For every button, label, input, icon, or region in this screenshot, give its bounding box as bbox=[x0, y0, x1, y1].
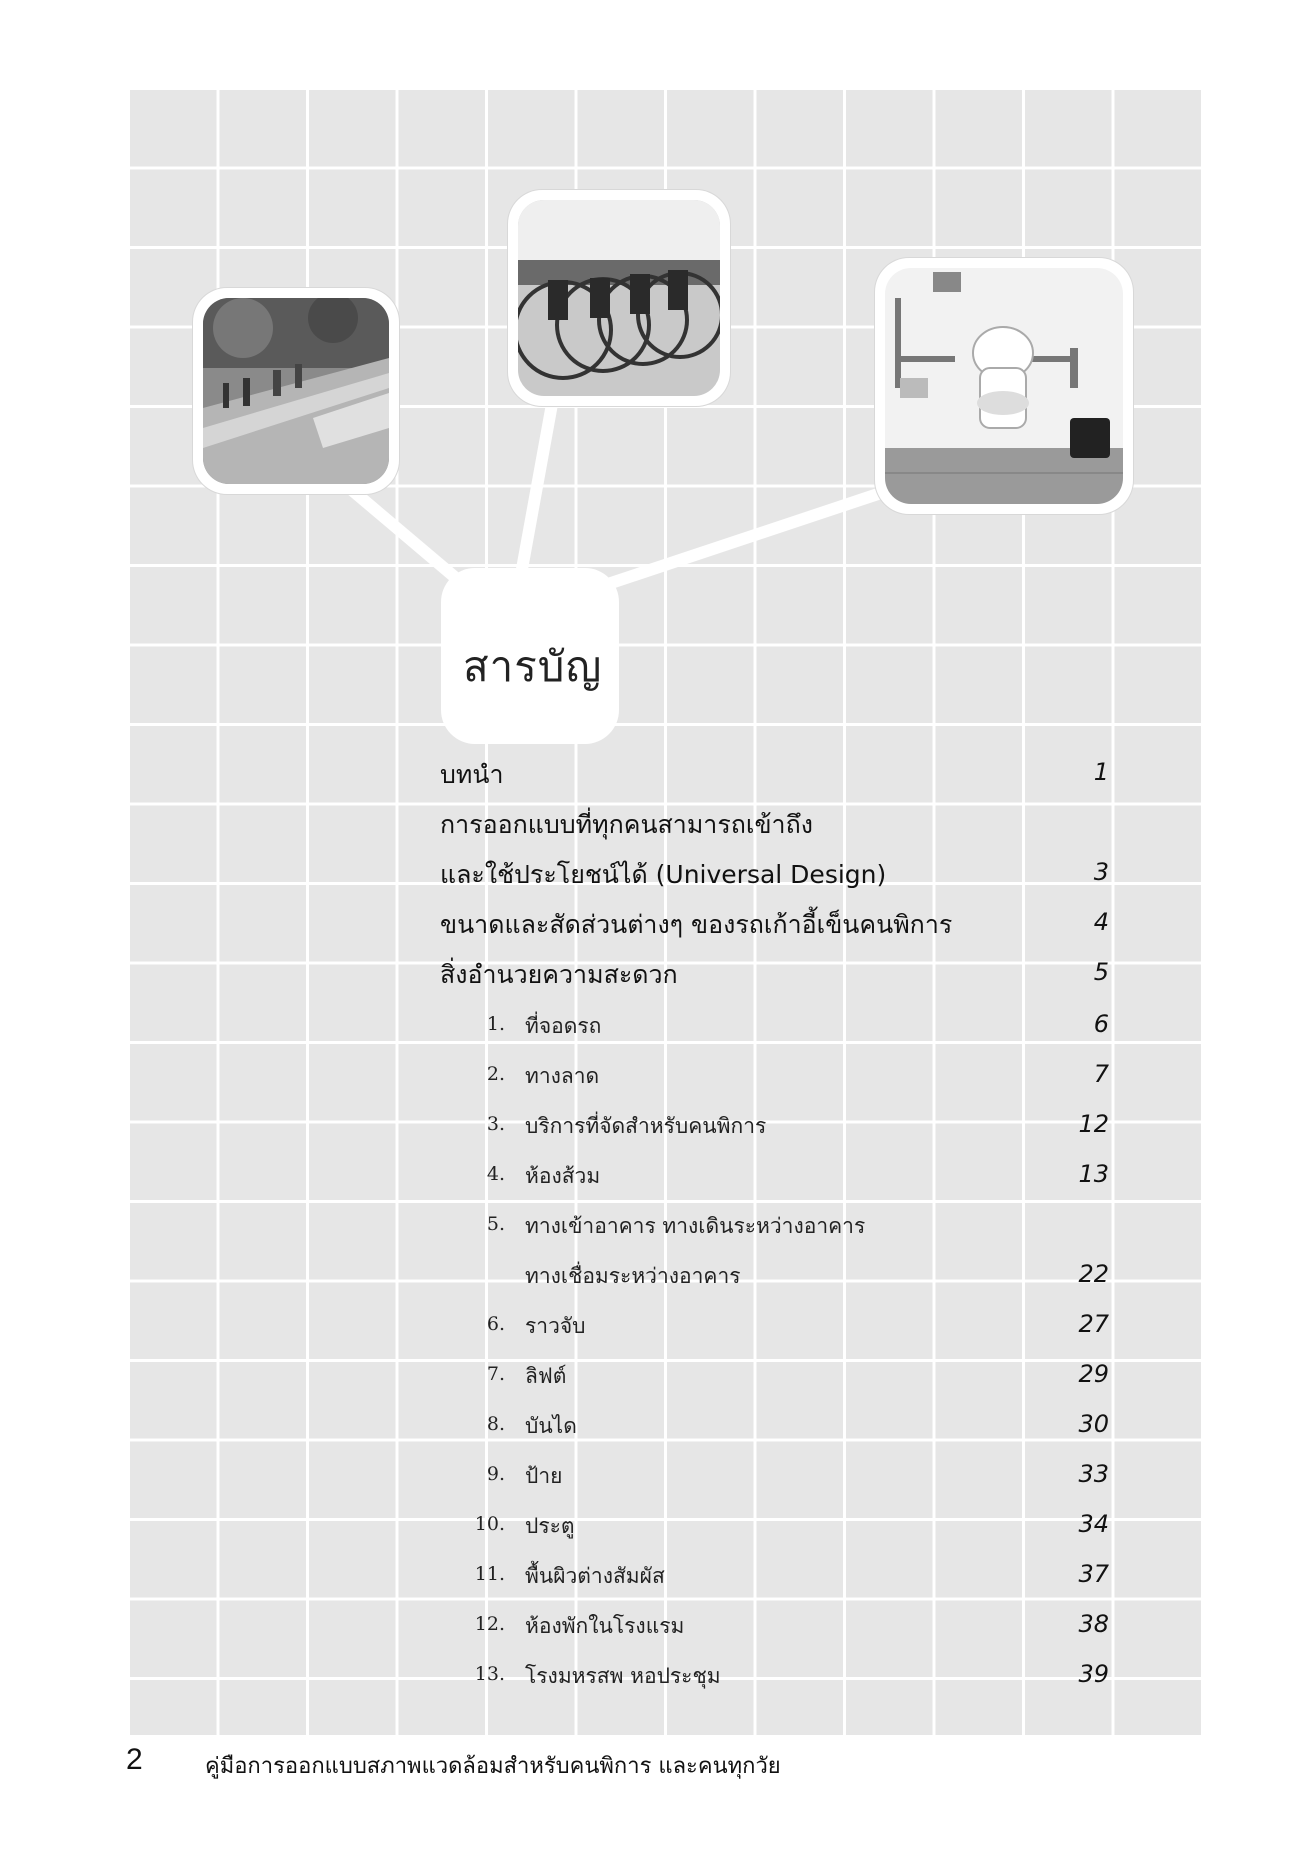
toc-entry-facilities[interactable]: สิ่งอำนวยความสะดวก bbox=[440, 960, 678, 989]
toc-sub-item-theater[interactable]: โรงมหรสพ หอประชุม bbox=[525, 1664, 721, 1688]
toc-sub-item-restroom[interactable]: ห้องส้วม bbox=[525, 1164, 601, 1188]
sub-item-number: 2. bbox=[486, 1063, 505, 1085]
toc-page-wheelchair-dimensions: 4 bbox=[1093, 908, 1109, 936]
toc-sub-item-signs[interactable]: ป้าย bbox=[525, 1464, 563, 1488]
toc-sub-page: 12 bbox=[1078, 1110, 1109, 1138]
toc-page-universal-design: 3 bbox=[1093, 858, 1109, 886]
sub-item-number: 5. bbox=[486, 1213, 505, 1235]
toc-sub-page: 29 bbox=[1078, 1360, 1109, 1388]
sub-item-number: 10. bbox=[474, 1513, 505, 1535]
sub-item-number: 11. bbox=[474, 1563, 505, 1585]
sub-item-number: 3. bbox=[486, 1113, 505, 1135]
toc-sub-item-entrance[interactable]: ทางเข้าอาคาร ทางเดินระหว่างอาคาร bbox=[525, 1214, 866, 1238]
sub-item-number: 8. bbox=[486, 1413, 505, 1435]
toc-sub-item-parking[interactable]: ที่จอดรถ bbox=[525, 1014, 602, 1038]
page-title: สารบัญ bbox=[463, 642, 603, 691]
toc-sub-page: 39 bbox=[1078, 1660, 1109, 1688]
toc-sub-item-doors[interactable]: ประตู bbox=[525, 1514, 575, 1538]
sub-item-number: 13. bbox=[474, 1663, 505, 1685]
toc-sub-item-elevator[interactable]: ลิฟต์ bbox=[525, 1364, 567, 1388]
toc-entry-universal-design-1[interactable]: การออกแบบที่ทุกคนสามารถเข้าถึง bbox=[440, 810, 813, 839]
toc-sub-item-services[interactable]: บริการที่จัดสำหรับคนพิการ bbox=[525, 1114, 767, 1138]
toc-sub-page: 27 bbox=[1078, 1310, 1109, 1338]
ramp-photo bbox=[193, 288, 399, 494]
toc-sub-page: 34 bbox=[1078, 1510, 1109, 1538]
toc-sub-item-connector[interactable]: ทางเชื่อมระหว่างอาคาร bbox=[525, 1264, 741, 1288]
toc-sub-page: 30 bbox=[1078, 1410, 1109, 1438]
toc-sub-page: 38 bbox=[1078, 1610, 1109, 1638]
toc-sub-page: 6 bbox=[1093, 1010, 1109, 1038]
toc-sub-item-handrail[interactable]: ราวจับ bbox=[525, 1314, 586, 1338]
toc-page-intro: 1 bbox=[1093, 758, 1109, 786]
toc-entry-universal-design-2[interactable]: และใช้ประโยชน์ได้ (Universal Design) bbox=[440, 860, 887, 889]
toc-entry-intro[interactable]: บทนำ bbox=[440, 760, 504, 789]
sub-item-number: 7. bbox=[486, 1363, 505, 1385]
toc-sub-item-hotel-room[interactable]: ห้องพักในโรงแรม bbox=[525, 1614, 685, 1638]
toc-sub-item-tactile-paving[interactable]: พื้นผิวต่างสัมผัส bbox=[525, 1564, 665, 1588]
sub-item-number: 1. bbox=[486, 1013, 505, 1035]
toilet-image bbox=[885, 268, 1123, 504]
toc-sub-page: 22 bbox=[1078, 1260, 1109, 1288]
sub-item-number: 9. bbox=[486, 1463, 505, 1485]
toc-sub-page: 13 bbox=[1078, 1160, 1109, 1188]
wheelchairs-photo bbox=[508, 190, 730, 406]
toc-sub-item-stairs[interactable]: บันได bbox=[525, 1414, 577, 1438]
ramp-image bbox=[203, 298, 389, 484]
toc-sub-page: 33 bbox=[1078, 1460, 1109, 1488]
toc-title-box bbox=[441, 568, 619, 744]
toc-entry-wheelchair-dimensions[interactable]: ขนาดและสัดส่วนต่างๆ ของรถเก้าอี้เข็นคนพิการ bbox=[440, 910, 953, 939]
sub-item-number: 4. bbox=[486, 1163, 505, 1185]
wheelchairs-image bbox=[518, 200, 720, 396]
sub-item-number: 12. bbox=[474, 1613, 505, 1635]
toc-sub-item-ramp[interactable]: ทางลาด bbox=[525, 1064, 600, 1088]
toc-sub-page: 7 bbox=[1093, 1060, 1109, 1088]
footer-book-title: คู่มือการออกแบบสภาพแวดล้อมสำหรับคนพิการ และคนทุกวัย bbox=[205, 1754, 781, 1779]
toc-page-facilities: 5 bbox=[1093, 958, 1109, 986]
sub-item-number: 6. bbox=[486, 1313, 505, 1335]
toc-sub-page: 37 bbox=[1078, 1560, 1109, 1588]
footer-page-number: 2 bbox=[126, 1743, 143, 1776]
accessible-toilet-photo bbox=[875, 258, 1133, 514]
